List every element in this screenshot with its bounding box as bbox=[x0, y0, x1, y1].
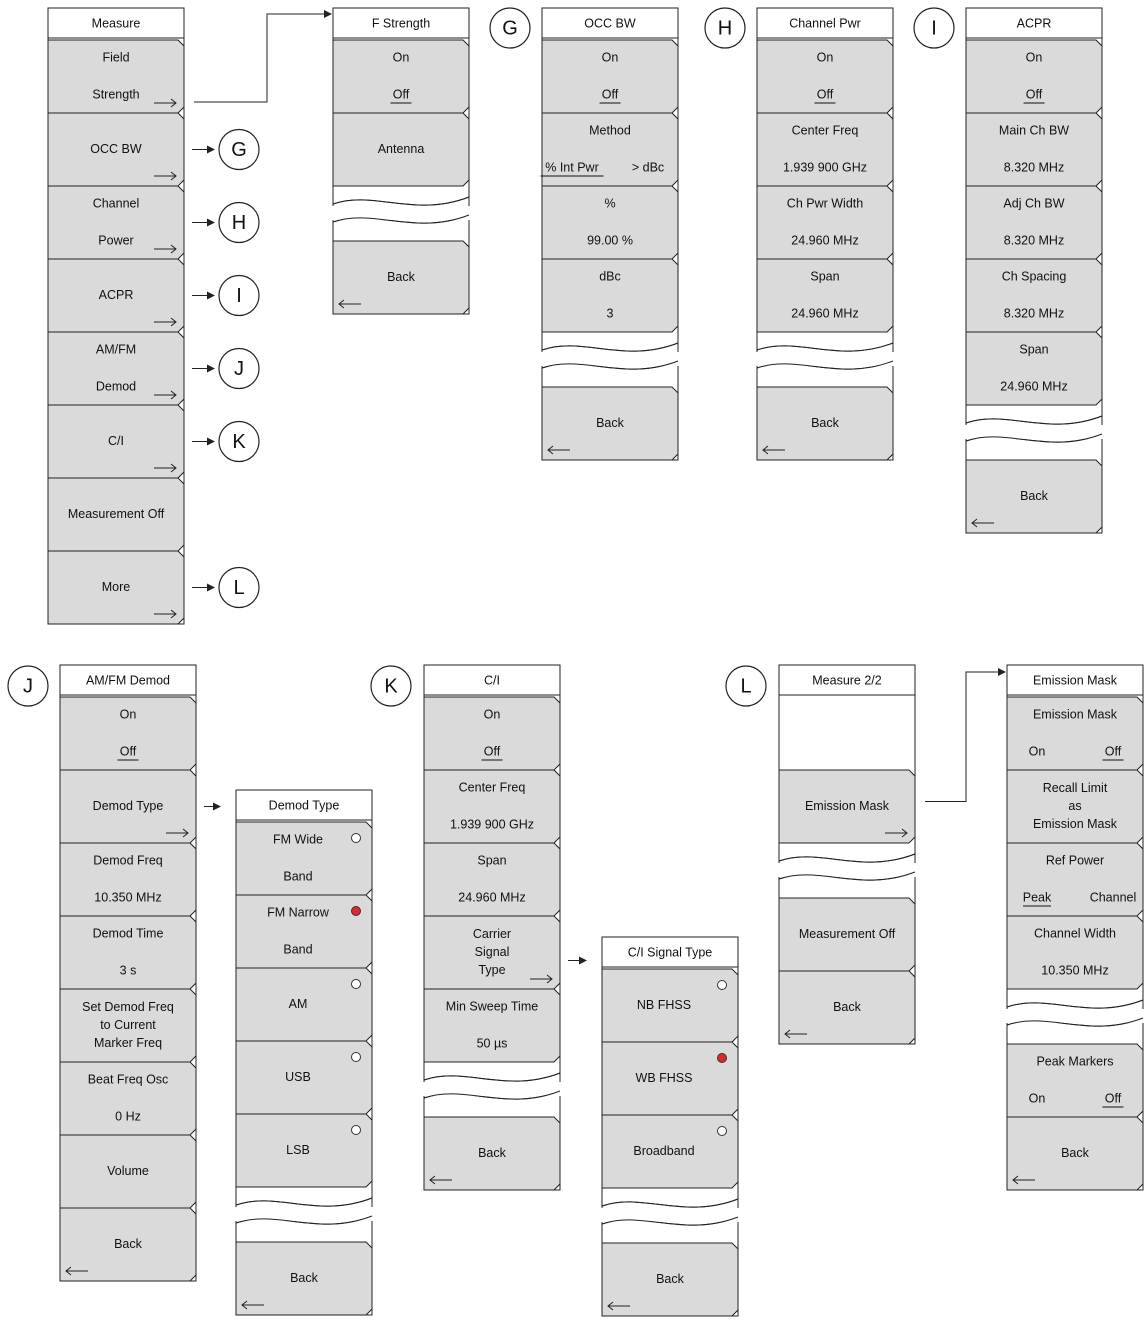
softkey-label: Demod Freq bbox=[93, 853, 163, 868]
softkey[interactable] bbox=[1007, 1044, 1143, 1117]
marker-i-ref bbox=[192, 276, 259, 316]
softkey-label: Center Freq bbox=[791, 123, 859, 138]
softkey-label: OCC BW bbox=[90, 141, 142, 156]
panel-title: Demod Type bbox=[268, 798, 340, 813]
marker-letter: I bbox=[236, 284, 242, 307]
softkey-label: Back bbox=[656, 1271, 684, 1286]
softkey-label: On bbox=[119, 707, 137, 722]
softkey-label: Min Sweep Time bbox=[445, 999, 539, 1014]
panel-title: F Strength bbox=[371, 16, 431, 31]
softkey[interactable] bbox=[60, 1208, 196, 1281]
marker-l bbox=[726, 666, 766, 706]
softkey-label: % bbox=[604, 196, 616, 211]
softkey[interactable] bbox=[333, 113, 469, 186]
softkey-label: On bbox=[483, 707, 501, 722]
softkey-label: as bbox=[1068, 798, 1082, 813]
softkey[interactable] bbox=[602, 1243, 738, 1316]
softkey-label: C/I bbox=[108, 433, 124, 448]
radio-selected-icon bbox=[352, 907, 361, 916]
softkey[interactable] bbox=[424, 916, 560, 989]
softkey[interactable] bbox=[757, 113, 893, 186]
softkey-label: Off bbox=[1025, 87, 1043, 102]
softkey-label: Broadband bbox=[633, 1143, 695, 1158]
softkey-label: Ch Pwr Width bbox=[786, 196, 864, 211]
softkey-label: Back bbox=[811, 415, 839, 430]
panel-f-strength bbox=[332, 8, 470, 314]
softkey[interactable] bbox=[236, 1114, 372, 1187]
softkey[interactable] bbox=[236, 1242, 372, 1315]
softkey-label: 1.939 900 GHz bbox=[782, 160, 868, 175]
marker-h bbox=[705, 8, 745, 48]
panel-title: C/I Signal Type bbox=[627, 945, 713, 960]
softkey-label: Strength bbox=[92, 87, 140, 102]
panel-title: ACPR bbox=[1016, 16, 1052, 31]
radio-unselected-icon bbox=[352, 834, 361, 843]
softkey-label: Off bbox=[392, 87, 410, 102]
marker-k-ref bbox=[192, 422, 259, 462]
softkey[interactable] bbox=[48, 405, 184, 478]
panel-title: Measure bbox=[91, 16, 141, 31]
softkey[interactable] bbox=[236, 1041, 372, 1114]
softkey[interactable] bbox=[966, 186, 1102, 259]
softkey-label: On bbox=[816, 50, 834, 65]
radio-selected-icon bbox=[718, 1054, 727, 1063]
panel-title: OCC BW bbox=[584, 16, 636, 31]
softkey-label: Beat Freq Osc bbox=[87, 1072, 169, 1087]
softkey-label: Span bbox=[477, 853, 507, 868]
softkey-label: 24.960 MHz bbox=[791, 233, 859, 248]
softkey-label: Demod bbox=[95, 379, 137, 394]
softkey[interactable] bbox=[966, 40, 1102, 113]
toggle-option: Peak bbox=[1022, 890, 1052, 905]
panel-measure bbox=[48, 8, 184, 624]
panel-emission-mask bbox=[1006, 665, 1144, 1190]
softkey-label: Main Ch BW bbox=[998, 123, 1070, 138]
panel-title: AM/FM Demod bbox=[85, 673, 171, 688]
panels bbox=[48, 8, 1144, 1316]
softkey[interactable] bbox=[541, 113, 679, 186]
toggle-option: Off bbox=[1104, 744, 1122, 759]
marker-letter: L bbox=[740, 675, 752, 698]
softkey-label: Off bbox=[601, 87, 619, 102]
softkey-label: 1.939 900 GHz bbox=[449, 817, 535, 832]
softkey-label: Demod Time bbox=[92, 926, 164, 941]
softkey[interactable] bbox=[424, 697, 560, 770]
softkey[interactable] bbox=[602, 1042, 738, 1115]
softkey[interactable] bbox=[966, 332, 1102, 405]
softkey-label: Recall Limit bbox=[1042, 780, 1108, 795]
softkey-label: USB bbox=[285, 1069, 311, 1084]
softkey[interactable] bbox=[48, 332, 184, 405]
marker-letter: L bbox=[233, 576, 245, 599]
panel-channel-pwr bbox=[756, 8, 894, 460]
softkey[interactable] bbox=[48, 259, 184, 332]
marker-letter: K bbox=[232, 430, 246, 453]
softkey-label: Off bbox=[483, 744, 501, 759]
softkey-label: 8.320 MHz bbox=[1003, 233, 1065, 248]
softkey-label: WB FHSS bbox=[635, 1070, 693, 1085]
panel-title: Measure 2/2 bbox=[812, 673, 882, 688]
toggle-option: % Int Pwr bbox=[545, 160, 599, 175]
softkey-label: 24.960 MHz bbox=[458, 890, 526, 905]
softkey[interactable] bbox=[1007, 1117, 1143, 1190]
softkey-label: Off bbox=[816, 87, 834, 102]
panel-measure-2-2 bbox=[778, 665, 916, 1044]
radio-unselected-icon bbox=[352, 980, 361, 989]
marker-letter: H bbox=[231, 211, 247, 234]
softkey-label: On bbox=[392, 50, 410, 65]
softkey-label: Carrier bbox=[472, 926, 512, 941]
softkey[interactable] bbox=[48, 551, 184, 624]
softkey[interactable] bbox=[333, 241, 469, 314]
radio-unselected-icon bbox=[718, 1127, 727, 1136]
softkey[interactable] bbox=[60, 989, 196, 1062]
softkey-label: Power bbox=[98, 233, 134, 248]
softkey[interactable] bbox=[779, 770, 915, 843]
softkey-label: Marker Freq bbox=[93, 1035, 163, 1050]
softkey-label: Volume bbox=[107, 1163, 149, 1178]
softkey-label: Center Freq bbox=[458, 780, 526, 795]
softkey-label: FM Narrow bbox=[267, 905, 329, 920]
panel-amfm-demod bbox=[60, 665, 196, 1281]
softkey-label: 8.320 MHz bbox=[1003, 306, 1065, 321]
softkey-label: Measurement Off bbox=[798, 926, 896, 941]
softkey-label: dBc bbox=[599, 269, 621, 284]
softkey[interactable] bbox=[757, 40, 893, 113]
marker-g-ref bbox=[192, 130, 259, 170]
softkey-label: Back bbox=[114, 1236, 142, 1251]
marker-j bbox=[8, 666, 48, 706]
softkey-label: AM bbox=[288, 996, 308, 1011]
softkey[interactable] bbox=[757, 186, 893, 259]
toggle-option: Off bbox=[1104, 1091, 1122, 1106]
softkey-label: On bbox=[1025, 50, 1043, 65]
softkey[interactable] bbox=[966, 460, 1102, 533]
panel-occ-bw bbox=[541, 8, 680, 460]
softkey-label: LSB bbox=[286, 1142, 310, 1157]
softkey-label: Antenna bbox=[377, 141, 425, 156]
softkey-label: Span bbox=[810, 269, 840, 284]
softkey-label: Channel bbox=[92, 196, 140, 211]
softkey-label: AM/FM bbox=[95, 342, 137, 357]
softkey-label: More bbox=[101, 579, 131, 594]
softkey-label: Band bbox=[283, 942, 313, 957]
softkey[interactable] bbox=[424, 843, 560, 916]
softkey-label: 3 s bbox=[119, 963, 137, 978]
panel-acpr bbox=[965, 8, 1103, 533]
softkey-label: Peak Markers bbox=[1036, 1054, 1114, 1069]
softkey-label: Back bbox=[1020, 488, 1048, 503]
softkey-label: 24.960 MHz bbox=[1000, 379, 1068, 394]
softkey-label: 8.320 MHz bbox=[1003, 160, 1065, 175]
softkey-label: Span bbox=[1019, 342, 1049, 357]
softkey[interactable] bbox=[424, 770, 560, 843]
softkey[interactable] bbox=[60, 916, 196, 989]
softkey-label: Demod Type bbox=[92, 798, 164, 813]
softkey-label: Type bbox=[478, 962, 506, 977]
softkey-label: Back bbox=[387, 269, 415, 284]
toggle-option: Channel bbox=[1089, 890, 1137, 905]
softkey[interactable] bbox=[542, 259, 678, 332]
softkey[interactable] bbox=[60, 697, 196, 770]
radio-unselected-icon bbox=[718, 981, 727, 990]
softkey-label: Emission Mask bbox=[804, 798, 890, 813]
softkey-label: 50 µs bbox=[476, 1036, 508, 1051]
softkey-label: Back bbox=[478, 1145, 506, 1160]
softkey-label: Adj Ch BW bbox=[1003, 196, 1065, 211]
softkey-label: Channel Width bbox=[1034, 926, 1116, 941]
softkey[interactable] bbox=[60, 770, 196, 843]
softkey[interactable] bbox=[48, 186, 184, 259]
softkey[interactable] bbox=[236, 968, 372, 1041]
softkey-label: 24.960 MHz bbox=[791, 306, 859, 321]
panel-ci-signal-type bbox=[601, 937, 739, 1316]
softkey[interactable] bbox=[236, 895, 372, 968]
softkey-label: Emission Mask bbox=[1032, 707, 1118, 722]
softkey-label: 3 bbox=[606, 306, 614, 321]
softkey-label: NB FHSS bbox=[636, 997, 692, 1012]
softkey-label: Back bbox=[1061, 1145, 1089, 1160]
marker-l-ref bbox=[192, 568, 259, 608]
softkey[interactable] bbox=[542, 40, 678, 113]
radio-unselected-icon bbox=[352, 1126, 361, 1135]
softkey-label: Band bbox=[283, 869, 313, 884]
softkey-label: Off bbox=[119, 744, 137, 759]
softkey[interactable] bbox=[424, 989, 560, 1062]
marker-letter: G bbox=[231, 138, 247, 161]
softkey-label: to Current bbox=[100, 1017, 156, 1032]
softkey-label: Back bbox=[833, 999, 861, 1014]
softkey[interactable] bbox=[60, 1062, 196, 1135]
softkey-label: 0 Hz bbox=[115, 1109, 141, 1124]
softkey-label: Ref Power bbox=[1045, 853, 1105, 868]
softkey-label: Back bbox=[596, 415, 624, 430]
softkey-label: ACPR bbox=[98, 287, 134, 302]
marker-letter: I bbox=[931, 17, 937, 40]
marker-letter: G bbox=[502, 17, 518, 40]
softkey-label: On bbox=[601, 50, 619, 65]
marker-letter: K bbox=[384, 675, 398, 698]
softkey[interactable] bbox=[60, 843, 196, 916]
softkey[interactable] bbox=[424, 1117, 560, 1190]
softkey-label: 10.350 MHz bbox=[1041, 963, 1109, 978]
softkey[interactable] bbox=[1007, 843, 1143, 916]
softkey-label: Measurement Off bbox=[67, 506, 165, 521]
softkey[interactable] bbox=[602, 1115, 738, 1188]
softkey[interactable] bbox=[779, 971, 915, 1044]
softkey-label: 99.00 % bbox=[587, 233, 633, 248]
panel-ci bbox=[423, 665, 561, 1190]
softkey[interactable] bbox=[542, 387, 678, 460]
marker-h-ref bbox=[192, 203, 259, 243]
softkey-label: FM Wide bbox=[273, 832, 323, 847]
softkey-label: 10.350 MHz bbox=[94, 890, 162, 905]
toggle-option: On bbox=[1028, 744, 1046, 759]
softkey[interactable] bbox=[966, 113, 1102, 186]
softkey[interactable] bbox=[333, 40, 469, 113]
softkey[interactable] bbox=[48, 113, 184, 186]
toggle-option: > dBc bbox=[631, 160, 665, 175]
marker-k bbox=[371, 666, 411, 706]
softkey[interactable] bbox=[48, 40, 184, 113]
marker-letter: J bbox=[234, 357, 244, 380]
softkey[interactable] bbox=[542, 186, 678, 259]
softkey-label: Back bbox=[290, 1270, 318, 1285]
softkey-label: Ch Spacing bbox=[1001, 269, 1067, 284]
marker-j-ref bbox=[192, 349, 259, 389]
softkey[interactable] bbox=[48, 478, 184, 551]
softkey[interactable] bbox=[1007, 770, 1143, 843]
softkey-label: Method bbox=[589, 123, 631, 138]
toggle-option: On bbox=[1028, 1091, 1046, 1106]
softkey[interactable] bbox=[1007, 697, 1143, 770]
softkey-label: Set Demod Freq bbox=[82, 999, 174, 1014]
marker-g bbox=[490, 8, 530, 48]
softkey-label: Signal bbox=[474, 944, 510, 959]
softkey[interactable] bbox=[779, 898, 915, 971]
softkey[interactable] bbox=[1007, 916, 1143, 989]
panel-title: Emission Mask bbox=[1032, 673, 1118, 688]
softkey[interactable] bbox=[236, 822, 372, 895]
marker-letter: J bbox=[23, 675, 33, 698]
panel-demod-type bbox=[235, 790, 373, 1315]
softkey[interactable] bbox=[60, 1135, 196, 1208]
marker-i bbox=[914, 8, 954, 48]
softkey[interactable] bbox=[966, 259, 1102, 332]
radio-unselected-icon bbox=[352, 1053, 361, 1062]
marker-letter: H bbox=[717, 17, 733, 40]
softkey[interactable] bbox=[757, 387, 893, 460]
softkey-label: Emission Mask bbox=[1032, 816, 1118, 831]
panel-title: Channel Pwr bbox=[789, 16, 861, 31]
softkey-label: Field bbox=[102, 50, 130, 65]
softkey[interactable] bbox=[602, 969, 738, 1042]
softkey[interactable] bbox=[757, 259, 893, 332]
panel-title: C/I bbox=[484, 673, 500, 688]
